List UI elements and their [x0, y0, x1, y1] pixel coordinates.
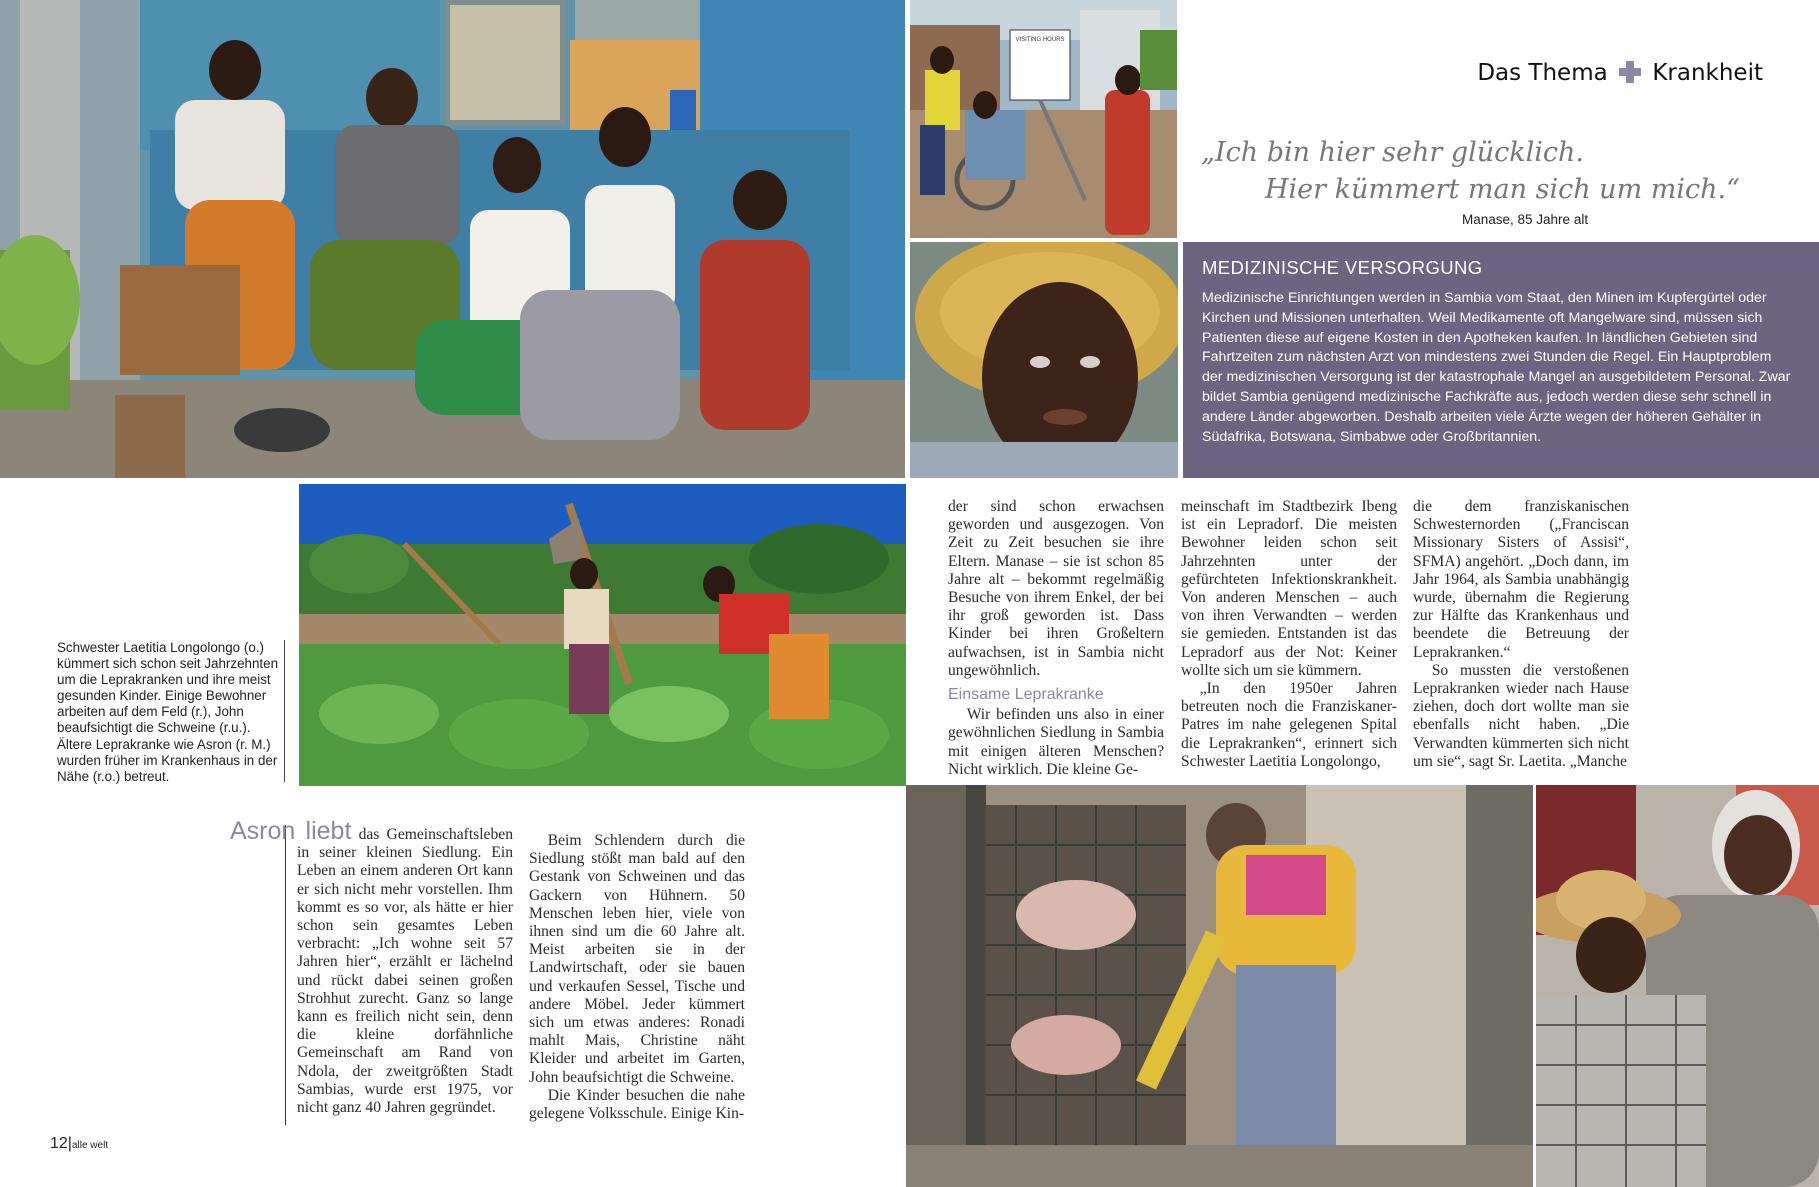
quote-line-1: „Ich bin hier sehr glücklich. [1201, 137, 1584, 168]
quote-source: Manase, 85 Jahre alt [1462, 212, 1589, 227]
col5-paragraph-2: So mussten die verstoßenen Leprakranken wieder nach Hause ziehen, doch dort wollte man sie ebenfalls nicht haben. „Die Verwandten kümmerten sich nicht um sie“, sagt Sr. Laetita. „Manche [1413, 661, 1629, 770]
topic-part2: Krankheit [1652, 60, 1763, 86]
sign-text: VISITING HOURS [1015, 37, 1065, 43]
col3-paragraph-2: Wir befinden uns also in einer gewöhnlichen Siedlung in Sambia mit einigen älteren Menschen? Nicht wirklich. Die kleine Ge- [948, 706, 1164, 778]
photo-women-porch [0, 0, 905, 478]
quote-line-2: Hier kümmert man sich um mich.“ [1265, 174, 1740, 205]
photo-man-pigs [906, 785, 1533, 1187]
plus-icon [1619, 61, 1641, 83]
article-col-5 [1413, 498, 1629, 771]
column-rule [285, 825, 286, 1125]
section-topic [1477, 58, 1763, 86]
col2-paragraph-2: Die Kinder besuchen die nahe gelegene Volksschule. Einige Kin- [529, 1086, 745, 1123]
caption-rule [284, 640, 285, 782]
topic-part1: Das Thema [1477, 60, 1608, 86]
col5-paragraph-1: die dem franziskanischen Schwesternorden („Franciscan Missionary Sisters of Assisi“, SFMA) angehört. „Doch dann, im Jahr 1964, als Sambia unabhängig wurde, übernahm die Regierung zur Hälfte das Krankenhaus und beendete die Betreuung der Leprakranken.“ [1413, 498, 1629, 661]
photo-field-work [299, 484, 906, 786]
article-col-4 [1181, 498, 1397, 771]
col2-paragraph-1: Beim Schlendern durch die Siedlung stößt man bald auf den Gestank von Schweinen und das Gackern von Hühnern. 50 Menschen leben hier, viele von ihnen sind um die 60 Jahre alt. Meist arbeiten sie in der Landwirtschaft, oder sie bauen und verkaufen Sessel, Tische und andere Möbel. Jeder kümmert sich um etwas anderes: Ronadi mahlt Mais, Christine näht Kleider und arbeitet im Garten, John beaufsichtigt die Schweine. [529, 832, 745, 1086]
photo-nun-man [1536, 785, 1819, 1187]
subheading: Einsame Leprakranke [948, 686, 1104, 704]
article-col-2 [529, 832, 745, 1123]
photo-caption: Schwester Laetitia Longolongo (o.) kümmert sich schon seit Jahrzehnten um die Leprakranken und ihre meist gesunden Kinder. Einige Bewohner arbeiten auf dem Feld (r.), John beaufsichtigt die Schweine (r.u.). Ältere Leprakranke wie Asron (r. M.) wurden früher im Krankenhaus in der Nähe (r.o.) betreut. [57, 640, 279, 784]
photo-hospital-gate [910, 0, 1177, 238]
page-folio: 12|alle welt [50, 1135, 109, 1152]
info-box-text: Medizinische Einrichtungen werden in Sambia vom Staat, den Minen im Kupfergürtel oder Kirchen und Missionen unterhalten. Weil Medikamente oft Mangelware sind, müssen sich Patienten diese auf eigene Kosten in den Apotheken kaufen. In ländlichen Gebieten sind Fahrtzeiten zum nächsten Arzt von mindestens zwei Stunden die Regel. Ein Hauptproblem der medizinischen Versorgung ist der katastrophale Mangel an ausgebildetem Personal. Zwar bildet Sambia genügend medizinische Fachkräfte aus, jedoch werden diese sehr schnell in andere Länder abgeworben. Deshalb arbeiten viele Ärzte wegen der höheren Gehälter in Südafrika, Botswana, Simbabwe oder Großbritannien. [1202, 290, 1791, 445]
col4-paragraph-2: „In den 1950er Jahren betreuten noch die Franziskaner-Patres im nahe gelegenen Spital die Leprakranken“, erinnert sich Schwester Laetitia Longolongo, [1181, 680, 1397, 770]
info-box-title: MEDIZINISCHE VERSORGUNG [1202, 257, 1483, 278]
visiting-hours-sign [1010, 36, 1070, 44]
col3-paragraph-1: der sind schon erwachsen geworden und ausgezogen. Von Zeit zu Zeit besuchen sie ihre Eltern. Manase – sie ist schon 85 Jahre alt – bekommt regelmäßig Besuche von ihrem Enkel, der bei ihr groß geworden ist. Dass Kinder bei ihren Großeltern aufwachsen, ist in Sambia nicht ungewöhnlich. [948, 498, 1164, 679]
lead-text: das Gemeinschaftsleben in seiner kleinen Siedlung. Ein Leben an einem anderen Ort kann er sich nicht mehr vorstellen. Ihm kommt es so vor, als hätte er hier schon sein gesamtes Leben verbracht: „Ich wohne seit 57 Jahren hier“, erzählt er lächelnd und rückt dabei seinen großen Strohhut zurecht. Ganz so lange kann es freilich nicht sein, denn die kleine dorfähnliche Gemeinschaft am Rand von Ndola, der zweitgrößten Stadt Sambias, wurde erst 1975, vor nicht ganz 40 Jahren gegründet. [297, 826, 513, 1117]
article-col-3 [948, 498, 1164, 779]
col4-paragraph-1: meinschaft im Stadtbezirk Ibeng ist ein Lepradorf. Die meisten Bewohner leiden schon seit Jahrzehnten unter der gefürchteten Infektionskrankheit. Von anderen Menschen – auch von ihren Verwandten – werden sie gemieden. Entstanden ist das Lepradorf aus der Not: Keiner wollte sich um sie kümmern. [1181, 498, 1397, 679]
page-number: 12 [50, 1135, 68, 1152]
pull-quote [1201, 134, 1740, 208]
lead-words: Asron liebt [230, 817, 352, 845]
info-box [1183, 242, 1819, 478]
photo-woman-straw-hat [910, 242, 1178, 478]
article-col-1 [230, 817, 513, 1117]
magazine-name: alle welt [71, 1140, 109, 1151]
